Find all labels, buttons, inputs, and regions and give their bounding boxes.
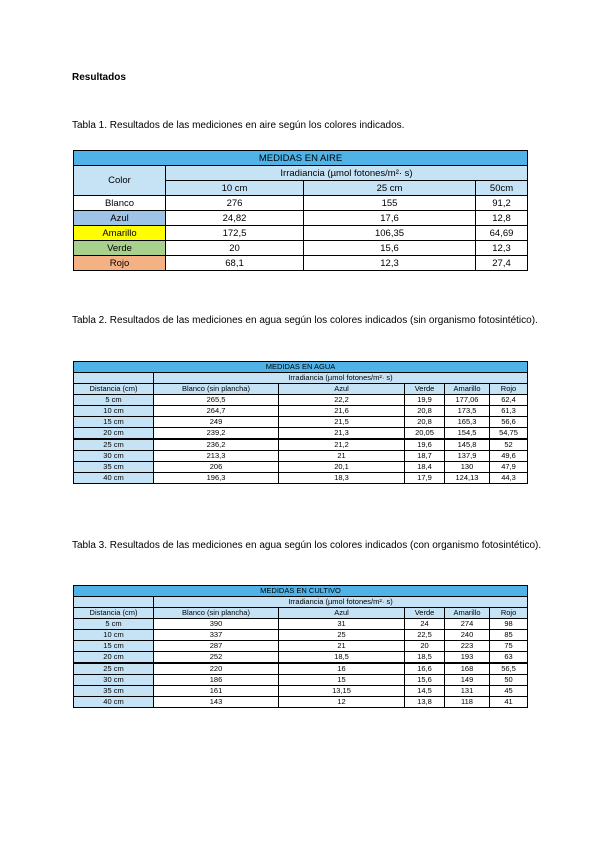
table-row [74,417,528,428]
table-cell: 21 [279,641,405,652]
table-cell: 19,6 [405,439,445,451]
table-air [73,150,528,271]
table-water [73,361,528,484]
table-cell: 52 [490,439,528,451]
yellow-header: Amarillo [445,608,490,619]
color-label-red: Rojo [74,256,166,271]
table-cell: 15,6 [304,241,476,256]
table-cell: 14,5 [405,686,445,697]
distance-cell: 35 cm [74,462,154,473]
table-header-row [74,373,528,384]
table-cell: 165,3 [445,417,490,428]
distance-cell: 15 cm [74,641,154,652]
table-cell: 124,13 [445,473,490,484]
table-cell: 161 [154,686,279,697]
table-cell: 20,05 [405,428,445,440]
table-cell: 337 [154,630,279,641]
table-cell: 186 [154,675,279,686]
table-row [74,211,528,226]
color-label-white: Blanco [74,196,166,211]
table-cell: 264,7 [154,406,279,417]
table-cell: 240 [445,630,490,641]
table-cell: 56,6 [490,417,528,428]
section-heading: Resultados [72,72,126,83]
table-cell: 19,9 [405,395,445,406]
white-header: Blanco (sin plancha) [154,384,279,395]
color-header: Color [74,166,166,196]
table-row [74,462,528,473]
table-cell: 17,6 [304,211,476,226]
table-cell: 45 [490,686,528,697]
table-cell: 12,3 [304,256,476,271]
table-cell: 239,2 [154,428,279,440]
column-header-row [74,384,528,395]
table-cell: 27,4 [476,256,528,271]
red-header: Rojo [490,384,528,395]
green-header: Verde [405,384,445,395]
table-row [74,652,528,664]
table-row [74,439,528,451]
table-cell: 17,9 [405,473,445,484]
table-cell: 18,5 [279,652,405,664]
table-title-row [74,362,528,373]
table-cell: 25 [279,630,405,641]
table-cell: 18,7 [405,451,445,462]
table-cell: 63 [490,652,528,664]
table-cell: 49,6 [490,451,528,462]
table-cell: 21 [279,451,405,462]
distance-cell: 20 cm [74,428,154,440]
distance-cell: 35 cm [74,686,154,697]
table-cell: 12,3 [476,241,528,256]
table-header-row [74,166,528,181]
table-cell: 274 [445,619,490,630]
yellow-header: Amarillo [445,384,490,395]
color-label-blue: Azul [74,211,166,226]
table-cell: 236,2 [154,439,279,451]
table-cell: 220 [154,663,279,675]
table-row [74,395,528,406]
table-cell: 131 [445,686,490,697]
white-header: Blanco (sin plancha) [154,608,279,619]
table-title: MEDIDAS EN AGUA [74,362,528,373]
table-row [74,686,528,697]
table-body [74,395,528,484]
table-cell: 16 [279,663,405,675]
table-cell: 16,6 [405,663,445,675]
table-cell: 193 [445,652,490,664]
distance-cell: 25 cm [74,663,154,675]
table-body [74,619,528,708]
distance-header: 50cm [476,181,528,196]
table-cell: 118 [445,697,490,708]
table-cell: 12 [279,697,405,708]
table-cell: 130 [445,462,490,473]
table-row [74,473,528,484]
table-row [74,196,528,211]
distance-header: Distancia (cm) [74,384,154,395]
table-title: MEDIDAS EN CULTIVO [74,586,528,597]
table-cell: 287 [154,641,279,652]
table-cell: 13,15 [279,686,405,697]
table-row [74,406,528,417]
distance-cell: 5 cm [74,395,154,406]
table-cell: 13,8 [405,697,445,708]
table-cell: 149 [445,675,490,686]
table-cell: 56,5 [490,663,528,675]
table-cell: 143 [154,697,279,708]
table-cell: 68,1 [166,256,304,271]
table-title-row [74,151,528,166]
distance-cell: 40 cm [74,697,154,708]
table-cell: 18,4 [405,462,445,473]
distance-cell: 10 cm [74,630,154,641]
table-cell: 20,8 [405,417,445,428]
table-cell: 168 [445,663,490,675]
distance-cell: 5 cm [74,619,154,630]
distance-cell: 40 cm [74,473,154,484]
distance-cell: 30 cm [74,451,154,462]
table-cell: 206 [154,462,279,473]
irradiance-header: Irradiancia (µmol fotones/m²· s) [166,166,528,181]
table-cell: 252 [154,652,279,664]
table-cell: 22,2 [279,395,405,406]
table-cell: 154,5 [445,428,490,440]
table-cell: 223 [445,641,490,652]
table-row [74,451,528,462]
table-cell: 390 [154,619,279,630]
table-header-row [74,597,528,608]
table-cell: 20 [405,641,445,652]
table-cell: 21,6 [279,406,405,417]
blue-header: Azul [279,384,405,395]
table-cell: 64,69 [476,226,528,241]
table-cell: 15,6 [405,675,445,686]
distance-header: 25 cm [304,181,476,196]
table-row [74,630,528,641]
column-header-row [74,608,528,619]
table-cell: 155 [304,196,476,211]
empty-cell [74,597,154,608]
color-label-green: Verde [74,241,166,256]
table-cell: 54,75 [490,428,528,440]
table-cell: 98 [490,619,528,630]
table-cell: 21,3 [279,428,405,440]
table-cell: 12,8 [476,211,528,226]
table-cell: 91,2 [476,196,528,211]
table-cell: 15 [279,675,405,686]
distance-cell: 20 cm [74,652,154,664]
table-cell: 18,3 [279,473,405,484]
table-cell: 18,5 [405,652,445,664]
table-row [74,619,528,630]
table-row [74,663,528,675]
table-cell: 213,3 [154,451,279,462]
table-cell: 265,5 [154,395,279,406]
table3-caption: Tabla 3. Resultados de las mediciones en agua según los colores indicados (con organismo fotosintético). [72,540,542,551]
irradiance-header: Irradiancia (µmol fotones/m²· s) [154,373,528,384]
table-cell: 145,8 [445,439,490,451]
table-cell: 21,2 [279,439,405,451]
table1-caption: Tabla 1. Resultados de las mediciones en aire según los colores indicados. [72,120,405,131]
table-culture [73,585,528,708]
table-cell: 31 [279,619,405,630]
distance-cell: 10 cm [74,406,154,417]
table-cell: 20,1 [279,462,405,473]
table-cell: 62,4 [490,395,528,406]
table-cell: 20,8 [405,406,445,417]
table-row [74,641,528,652]
table-cell: 276 [166,196,304,211]
table-cell: 24,82 [166,211,304,226]
table-row [74,697,528,708]
table-cell: 177,06 [445,395,490,406]
table-cell: 137,9 [445,451,490,462]
table-title-row [74,586,528,597]
table-row [74,256,528,271]
table-row [74,675,528,686]
table-title: MEDIDAS EN AIRE [74,151,528,166]
distance-header: Distancia (cm) [74,608,154,619]
table-cell: 173,5 [445,406,490,417]
table-cell: 172,5 [166,226,304,241]
table-cell: 106,35 [304,226,476,241]
irradiance-header: Irradiancia (µmol fotones/m²· s) [154,597,528,608]
table-cell: 196,3 [154,473,279,484]
table-cell: 85 [490,630,528,641]
empty-cell [74,373,154,384]
table-cell: 22,5 [405,630,445,641]
table-cell: 75 [490,641,528,652]
distance-header: 10 cm [166,181,304,196]
distance-cell: 25 cm [74,439,154,451]
table-cell: 21,5 [279,417,405,428]
table2-caption: Tabla 2. Resultados de las mediciones en agua según los colores indicados (sin organismo fotosintético). [72,315,538,326]
table-cell: 61,3 [490,406,528,417]
table-cell: 47,9 [490,462,528,473]
distance-cell: 30 cm [74,675,154,686]
table-cell: 24 [405,619,445,630]
color-label-yellow: Amarillo [74,226,166,241]
table-cell: 249 [154,417,279,428]
table-row [74,241,528,256]
green-header: Verde [405,608,445,619]
blue-header: Azul [279,608,405,619]
distance-cell: 15 cm [74,417,154,428]
red-header: Rojo [490,608,528,619]
table-cell: 50 [490,675,528,686]
table-row [74,226,528,241]
table-cell: 20 [166,241,304,256]
table-row [74,428,528,440]
table-cell: 41 [490,697,528,708]
table-cell: 44,3 [490,473,528,484]
